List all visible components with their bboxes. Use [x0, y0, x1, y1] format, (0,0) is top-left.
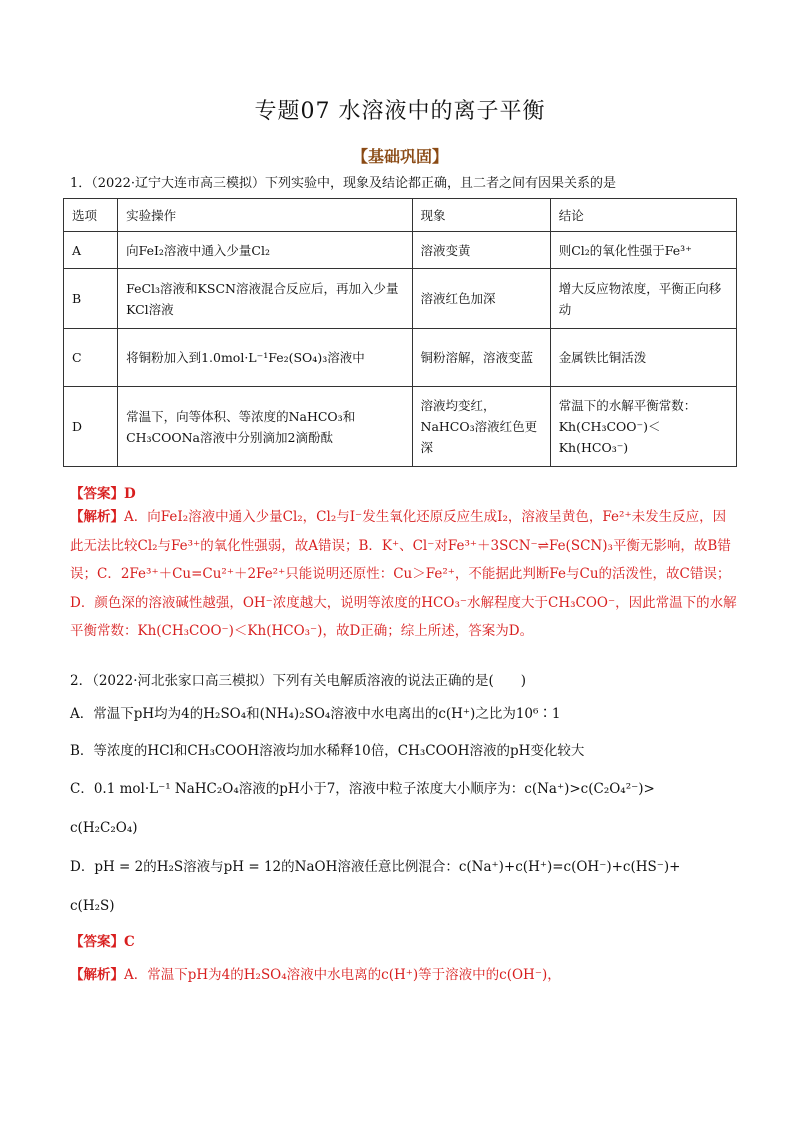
table-cell: 溶液变黄	[412, 232, 550, 269]
q2-answer	[70, 930, 135, 950]
answer-label: 【答案】	[70, 486, 124, 502]
table-cell: 向FeI₂溶液中通入少量Cl₂	[118, 232, 412, 269]
option-b: B．等浓度的HCl和CH₃COOH溶液均加水稀释10倍，CH₃COOH溶液的pH变化较大	[70, 743, 585, 759]
analysis-label: 【解析】	[70, 967, 124, 983]
option-a: A．常温下pH均为4的H₂SO₄和(NH₄)₂SO₄溶液中水电离出的c(H⁺)之比为10⁶∶1	[70, 706, 561, 722]
table-header-row	[64, 199, 737, 232]
answer-value: C	[124, 934, 135, 950]
table-row	[64, 232, 737, 269]
option-c-continued: c(H₂C₂O₄)	[70, 820, 138, 836]
table-cell: D	[64, 387, 118, 467]
question-2-stem: 2．（2022·河北张家口高三模拟）下列有关电解质溶液的说法正确的是( )	[70, 673, 527, 689]
q2-analysis	[70, 963, 561, 983]
q1-analysis	[70, 503, 738, 646]
table-header-cell: 现象	[412, 199, 550, 232]
table-row	[64, 387, 737, 467]
table-header-cell: 选项	[64, 199, 118, 232]
analysis-label: 【解析】	[70, 509, 124, 525]
table-header-cell: 结论	[550, 199, 736, 232]
question-1-stem: 1．（2022·辽宁大连市高三模拟）下列实验中，现象及结论都正确，且二者之间有因果关系的是	[70, 176, 616, 191]
section-heading: 【基础巩固】	[351, 147, 448, 166]
q1-answer	[70, 482, 136, 502]
table-cell: C	[64, 329, 118, 387]
table-cell: 增大反应物浓度，平衡正向移动	[550, 269, 736, 329]
table-cell: FeCl₃溶液和KSCN溶液混合反应后，再加入少量KCl溶液	[118, 269, 412, 329]
table-cell: 铜粉溶解，溶液变蓝	[412, 329, 550, 387]
answer-value: D	[124, 486, 136, 502]
table-row	[64, 269, 737, 329]
option-d-continued: c(H₂S)	[70, 898, 115, 914]
table-cell: 则Cl₂的氧化性强于Fe³⁺	[550, 232, 736, 269]
table-cell: 常温下的水解平衡常数：Kh(CH₃COO⁻)＜Kh(HCO₃⁻)	[550, 387, 736, 467]
table-row	[64, 329, 737, 387]
option-d: D．pH = 2的H₂S溶液与pH = 12的NaOH溶液任意比例混合：c(Na⁺)+c(H⁺)=c(OH⁻)+c(HS⁻)+	[70, 859, 681, 875]
table-cell: A	[64, 232, 118, 269]
analysis-text: A．常温下pH为4的H₂SO₄溶液中水电离的c(H⁺)等于溶液中的c(OH⁻)，	[124, 967, 561, 983]
table-cell: B	[64, 269, 118, 329]
page-title: 专题07 水溶液中的离子平衡	[254, 99, 546, 124]
analysis-text: A．向FeI₂溶液中通入少量Cl₂，Cl₂与I⁻发生氧化还原反应生成I₂，溶液呈黄色，Fe²⁺未发生反应，因此无法比较Cl₂与Fe³⁺的氧化性强弱，故A错误；B．K⁺、Cl⁻对Fe³⁺＋3SCN⁻⇌Fe(SCN)₃平衡无影响，故B错误；C．2Fe³⁺＋Cu=Cu²⁺＋2Fe²⁺只能说明还原性：Cu＞Fe²⁺，不能据此判断Fe与Cu的活泼性，故C错误；D．颜色深的溶液碱性越强，OH⁻浓度越大，说明等浓度的HCO₃⁻水解程度大于CH₃COO⁻，因此常温下的水解平衡常数：Kh(CH₃COO⁻)＜Kh(HCO₃⁻)，故D正确；综上所述，答案为D。	[70, 509, 737, 639]
table-cell: 溶液红色加深	[412, 269, 550, 329]
table-cell: 溶液均变红，NaHCO₃溶液红色更深	[412, 387, 550, 467]
option-c: C．0.1 mol·L⁻¹ NaHC₂O₄溶液的pH小于7，溶液中粒子浓度大小顺序为：c(Na⁺)>c(C₂O₄²⁻)>	[70, 781, 655, 797]
table-cell: 将铜粉加入到1.0mol·L⁻¹Fe₂(SO₄)₃溶液中	[118, 329, 412, 387]
experiment-table	[63, 198, 737, 467]
answer-label: 【答案】	[70, 934, 124, 950]
table-cell: 常温下，向等体积、等浓度的NaHCO₃和CH₃COONa溶液中分别滴加2滴酚酞	[118, 387, 412, 467]
table-cell: 金属铁比铜活泼	[550, 329, 736, 387]
table-header-cell: 实验操作	[118, 199, 412, 232]
